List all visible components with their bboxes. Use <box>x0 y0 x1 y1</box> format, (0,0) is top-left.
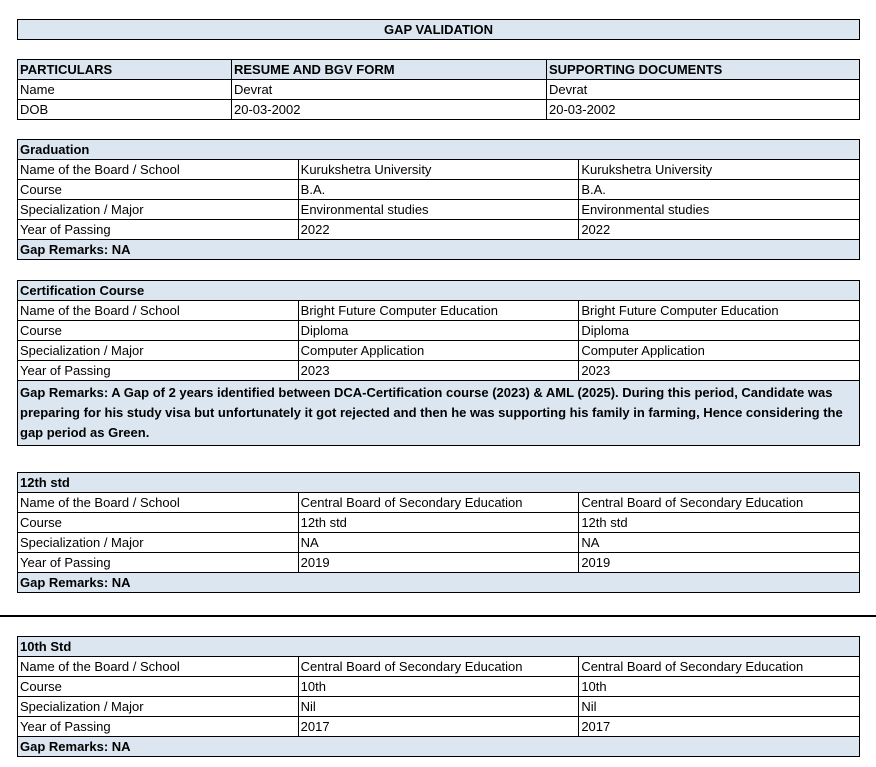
resume-value: Devrat <box>232 80 547 100</box>
gap-remarks-row <box>18 381 860 446</box>
section-heading: 10th Std <box>18 637 860 657</box>
certification-table <box>17 280 860 446</box>
resume-value: Diploma <box>298 321 579 341</box>
docs-value: Diploma <box>579 321 860 341</box>
docs-value: Central Board of Secondary Education <box>579 657 860 677</box>
docs-value: 20-03-2002 <box>547 100 860 120</box>
resume-value: 2019 <box>298 553 579 573</box>
row-label: Name of the Board / School <box>18 657 299 677</box>
section-heading-row <box>18 473 860 493</box>
resume-value: 2022 <box>298 220 579 240</box>
table-row <box>18 717 860 737</box>
gap-remarks-row <box>18 737 860 757</box>
row-label: Name of the Board / School <box>18 160 299 180</box>
row-label: Name <box>18 80 232 100</box>
resume-value: NA <box>298 533 579 553</box>
section-heading: 12th std <box>18 473 860 493</box>
row-label: Specialization / Major <box>18 697 299 717</box>
twelfth-std-table <box>17 472 860 593</box>
gap-remarks: Gap Remarks: NA <box>18 573 860 593</box>
resume-value: Bright Future Computer Education <box>298 301 579 321</box>
row-label: Course <box>18 513 299 533</box>
resume-value: 2017 <box>298 717 579 737</box>
gap-remarks-row <box>18 240 860 260</box>
docs-value: Computer Application <box>579 341 860 361</box>
docs-value: Bright Future Computer Education <box>579 301 860 321</box>
graduation-table <box>17 139 860 260</box>
resume-value: Central Board of Secondary Education <box>298 657 579 677</box>
table-row <box>18 341 860 361</box>
resume-value: Central Board of Secondary Education <box>298 493 579 513</box>
resume-value: Environmental studies <box>298 200 579 220</box>
row-label: Specialization / Major <box>18 533 299 553</box>
row-label: Year of Passing <box>18 717 299 737</box>
row-label: Year of Passing <box>18 361 299 381</box>
table-row <box>18 80 860 100</box>
table-row <box>18 200 860 220</box>
table-row <box>18 160 860 180</box>
docs-value: Environmental studies <box>579 200 860 220</box>
row-label: Specialization / Major <box>18 341 299 361</box>
docs-value: 12th std <box>579 513 860 533</box>
row-label: DOB <box>18 100 232 120</box>
table-row <box>18 553 860 573</box>
table-row <box>18 220 860 240</box>
table-row <box>18 513 860 533</box>
resume-value: Computer Application <box>298 341 579 361</box>
row-label: Year of Passing <box>18 220 299 240</box>
docs-value: Central Board of Secondary Education <box>579 493 860 513</box>
row-label: Course <box>18 677 299 697</box>
page-divider <box>0 615 876 617</box>
gap-remarks: Gap Remarks: A Gap of 2 years identified between DCA-Certification course (2023) & AML (2025). During this period, Candidate was preparing for his study visa but unfortunately it got rejected and then he was supporting his family in farming, Hence considering the gap period as Green. <box>18 381 860 446</box>
gap-remarks: Gap Remarks: NA <box>18 240 860 260</box>
row-label: Name of the Board / School <box>18 493 299 513</box>
resume-value: 12th std <box>298 513 579 533</box>
table-row <box>18 697 860 717</box>
resume-value: 2023 <box>298 361 579 381</box>
section-heading-row <box>18 637 860 657</box>
docs-value: 2017 <box>579 717 860 737</box>
resume-value: 20-03-2002 <box>232 100 547 120</box>
docs-value: Devrat <box>547 80 860 100</box>
row-label: Specialization / Major <box>18 200 299 220</box>
docs-value: B.A. <box>579 180 860 200</box>
docs-value: 2019 <box>579 553 860 573</box>
table-row <box>18 180 860 200</box>
section-heading-row <box>18 140 860 160</box>
row-label: Course <box>18 180 299 200</box>
table-row <box>18 657 860 677</box>
table-row <box>18 493 860 513</box>
row-label: Year of Passing <box>18 553 299 573</box>
header-resume: RESUME AND BGV FORM <box>232 60 547 80</box>
row-label: Course <box>18 321 299 341</box>
gap-remarks: Gap Remarks: NA <box>18 737 860 757</box>
particulars-table <box>17 59 860 120</box>
table-row <box>18 533 860 553</box>
docs-value: 2023 <box>579 361 860 381</box>
table-row <box>18 361 860 381</box>
tenth-std-table <box>17 636 860 757</box>
gap-remarks-row <box>18 573 860 593</box>
header-particulars: PARTICULARS <box>18 60 232 80</box>
docs-value: Nil <box>579 697 860 717</box>
table-row <box>18 677 860 697</box>
row-label: Name of the Board / School <box>18 301 299 321</box>
resume-value: Kurukshetra University <box>298 160 579 180</box>
docs-value: NA <box>579 533 860 553</box>
table-row <box>18 321 860 341</box>
section-heading: Certification Course <box>18 281 860 301</box>
section-heading-row <box>18 281 860 301</box>
docs-value: 2022 <box>579 220 860 240</box>
resume-value: 10th <box>298 677 579 697</box>
resume-value: B.A. <box>298 180 579 200</box>
resume-value: Nil <box>298 697 579 717</box>
table-header-row <box>18 60 860 80</box>
table-row <box>18 100 860 120</box>
header-supporting-docs: SUPPORTING DOCUMENTS <box>547 60 860 80</box>
docs-value: Kurukshetra University <box>579 160 860 180</box>
page-title: GAP VALIDATION <box>17 19 860 40</box>
section-heading: Graduation <box>18 140 860 160</box>
table-row <box>18 301 860 321</box>
docs-value: 10th <box>579 677 860 697</box>
